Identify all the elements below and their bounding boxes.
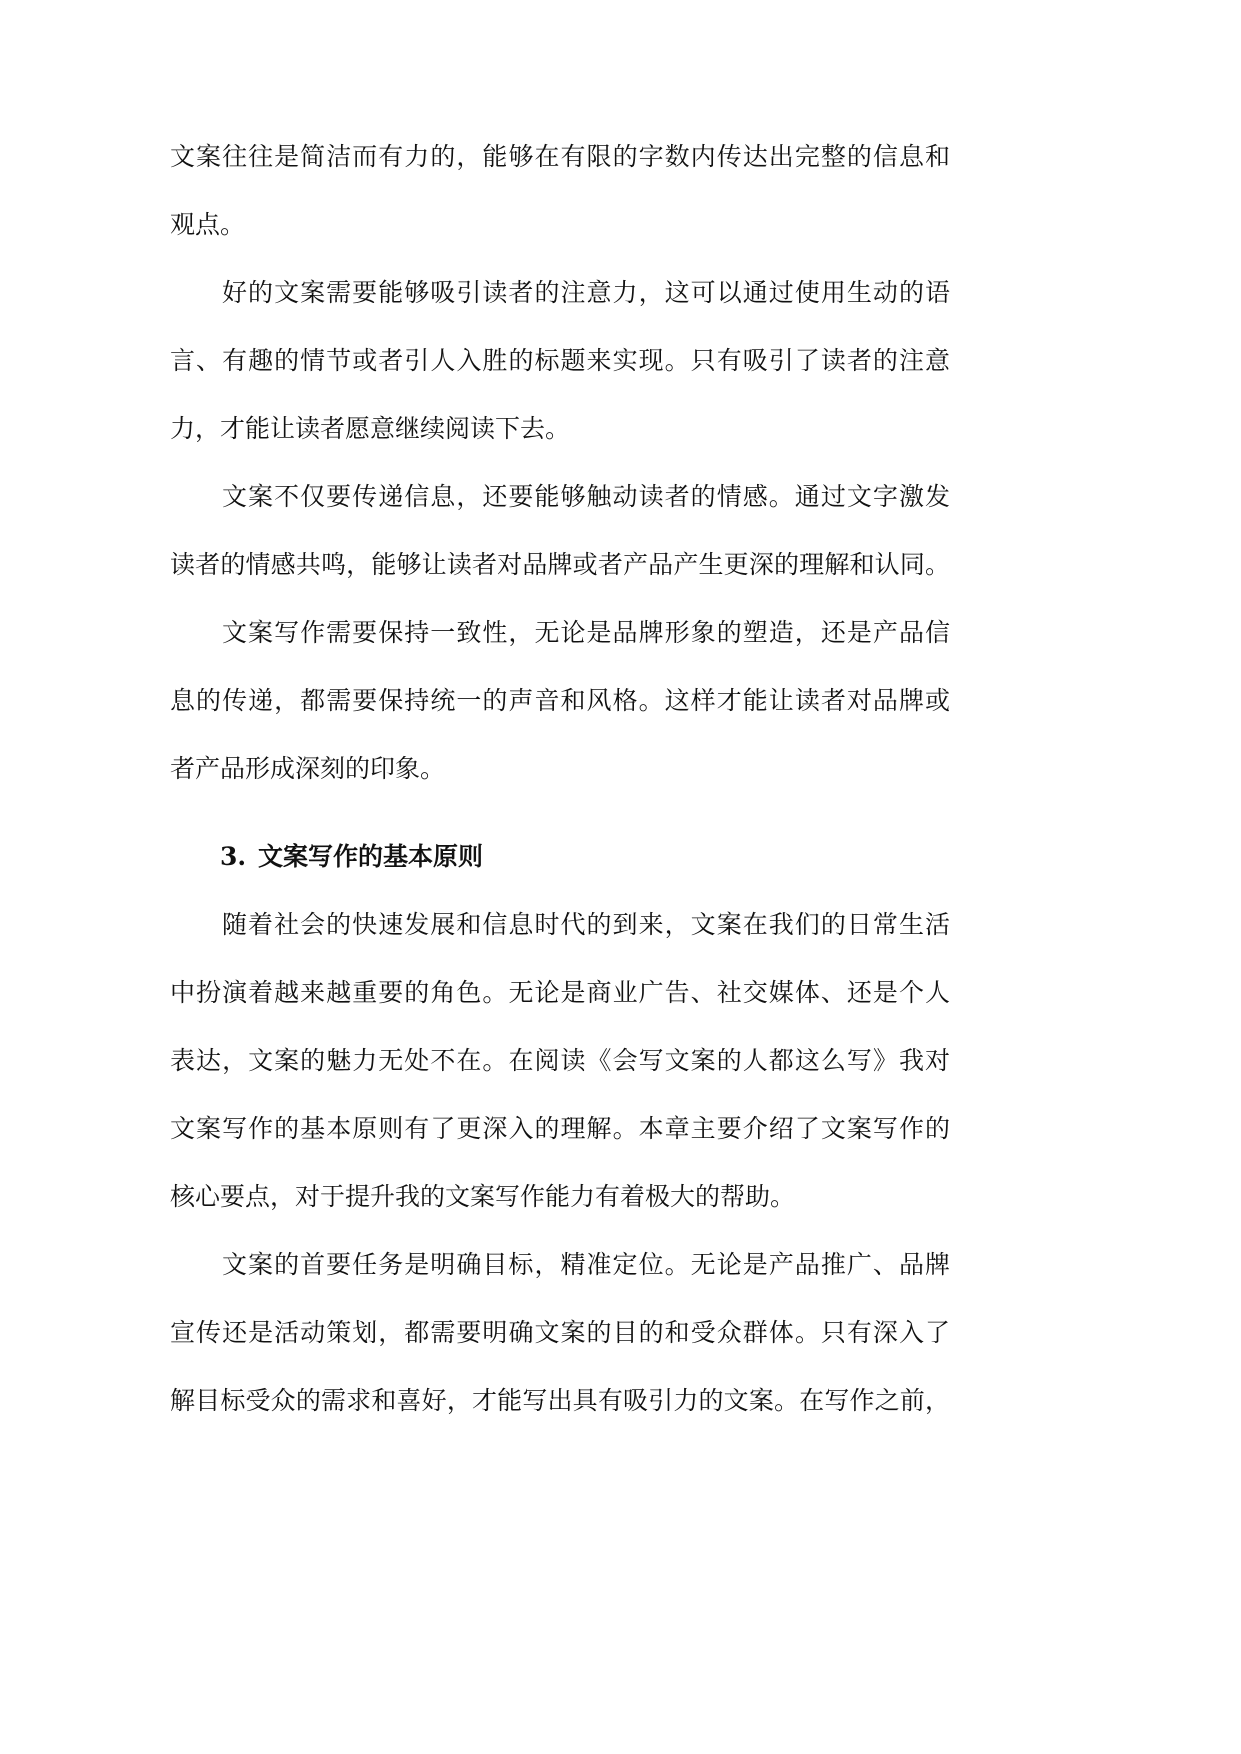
paragraph: [170, 259, 950, 463]
text-line: 中扮演着越来越重要的角色。无论是商业广告、社交媒体、还是个人: [170, 978, 950, 1007]
text-line: 文案写作的基本原则有了更深入的理解。本章主要介绍了文案写作的: [170, 1114, 950, 1143]
text-line: 解目标受众的需求和喜好，才能写出具有吸引力的文案。在写作之前，: [170, 1386, 950, 1415]
paragraph: [170, 463, 950, 599]
document-page: [170, 123, 950, 1435]
text-line: 文案不仅要传递信息，还要能够触动读者的情感。通过文字激发: [222, 482, 950, 511]
paragraph: [170, 891, 950, 1231]
text-line: 息的传递，都需要保持统一的声音和风格。这样才能让读者对品牌或: [170, 686, 950, 715]
section-number: 3.: [220, 842, 247, 871]
text-line: 核心要点，对于提升我的文案写作能力有着极大的帮助。: [170, 1182, 796, 1211]
text-line: 文案往往是简洁而有力的，能够在有限的字数内传达出完整的信息和: [170, 142, 950, 171]
text-line: 表达，文案的魅力无处不在。在阅读《会写文案的人都这么写》我对: [170, 1046, 950, 1075]
text-line: 好的文案需要能够吸引读者的注意力，这可以通过使用生动的语: [222, 278, 950, 307]
text-line: 者产品形成深刻的印象。: [170, 754, 446, 783]
section-title: 文案写作的基本原则: [258, 842, 484, 871]
paragraph: [170, 599, 950, 803]
paragraph: [170, 123, 950, 259]
text-line: 言、有趣的情节或者引人入胜的标题来实现。只有吸引了读者的注意: [170, 346, 950, 375]
text-line: 读者的情感共鸣，能够让读者对品牌或者产品产生更深的理解和认同。: [170, 550, 950, 579]
text-line: 宣传还是活动策划，都需要明确文案的目的和受众群体。只有深入了: [170, 1318, 950, 1347]
text-line: 观点。: [170, 210, 246, 239]
text-line: 随着社会的快速发展和信息时代的到来，文案在我们的日常生活: [222, 910, 950, 939]
text-line: 力，才能让读者愿意继续阅读下去。: [170, 414, 571, 443]
paragraph: [170, 1231, 950, 1435]
section-heading: [170, 823, 950, 891]
text-line: 文案写作需要保持一致性，无论是品牌形象的塑造，还是产品信: [222, 618, 950, 647]
text-line: 文案的首要任务是明确目标，精准定位。无论是产品推广、品牌: [222, 1250, 950, 1279]
